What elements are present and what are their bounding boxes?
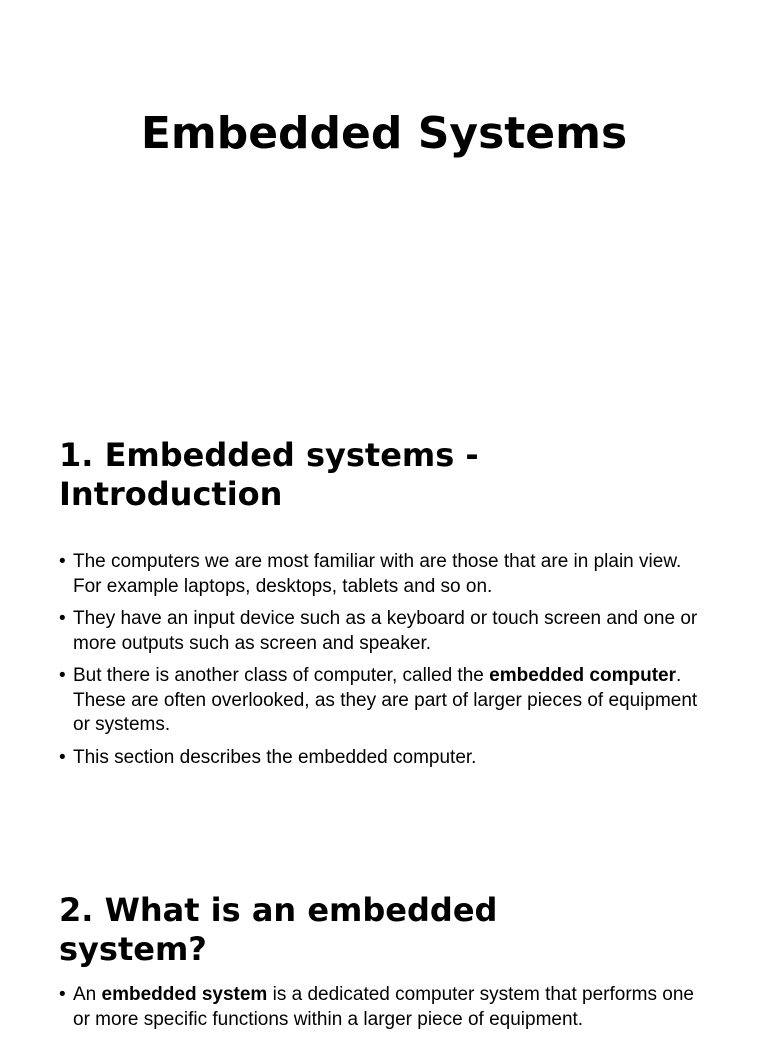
bullet-icon: •	[59, 984, 66, 1005]
bullet-text: They have an input device such as a keyboard or touch screen and one or more outputs such as screen and speaker.	[73, 608, 698, 654]
bullet-icon: •	[59, 665, 66, 686]
bullet-text: This section describes the embedded computer.	[73, 746, 477, 768]
heading-line: Introduction	[59, 475, 283, 513]
heading-line: 2. What is an embedded	[59, 891, 498, 929]
bullet-text: The computers we are most familiar with are those that are in plain view. For example laptops, desktops, tablets and so on.	[73, 551, 682, 597]
bullet-text-post: is a dedicated computer system that performs one or more specific functions within a larger piece of equipment.	[73, 984, 694, 1030]
bullet-text	[73, 665, 697, 735]
section-heading-what-is	[59, 891, 719, 969]
bullet-text-pre: An	[73, 984, 102, 1005]
bullet-icon: •	[59, 551, 66, 572]
bullet-item	[59, 550, 709, 599]
bullet-text-pre: But there is another class of computer, called the	[73, 665, 490, 686]
bullet-item	[59, 664, 709, 738]
bullet-list-what-is	[59, 983, 709, 1040]
bullet-item	[59, 746, 709, 771]
bullet-item	[59, 607, 709, 656]
bullet-text-bold: embedded system	[101, 984, 268, 1005]
bullet-text-bold: embedded computer	[489, 665, 676, 686]
heading-line: system?	[59, 930, 207, 968]
section-heading-introduction	[59, 436, 719, 514]
heading-line: 1. Embedded systems -	[59, 436, 479, 474]
bullet-icon: •	[59, 746, 66, 768]
bullet-list-introduction	[59, 550, 709, 778]
bullet-text	[73, 984, 694, 1030]
bullet-icon: •	[59, 608, 66, 629]
page-title: Embedded Systems	[140, 108, 628, 159]
bullet-text-post: . These are often overlooked, as they are part of larger pieces of equipment or systems.	[73, 665, 698, 735]
bullet-item	[59, 983, 709, 1032]
